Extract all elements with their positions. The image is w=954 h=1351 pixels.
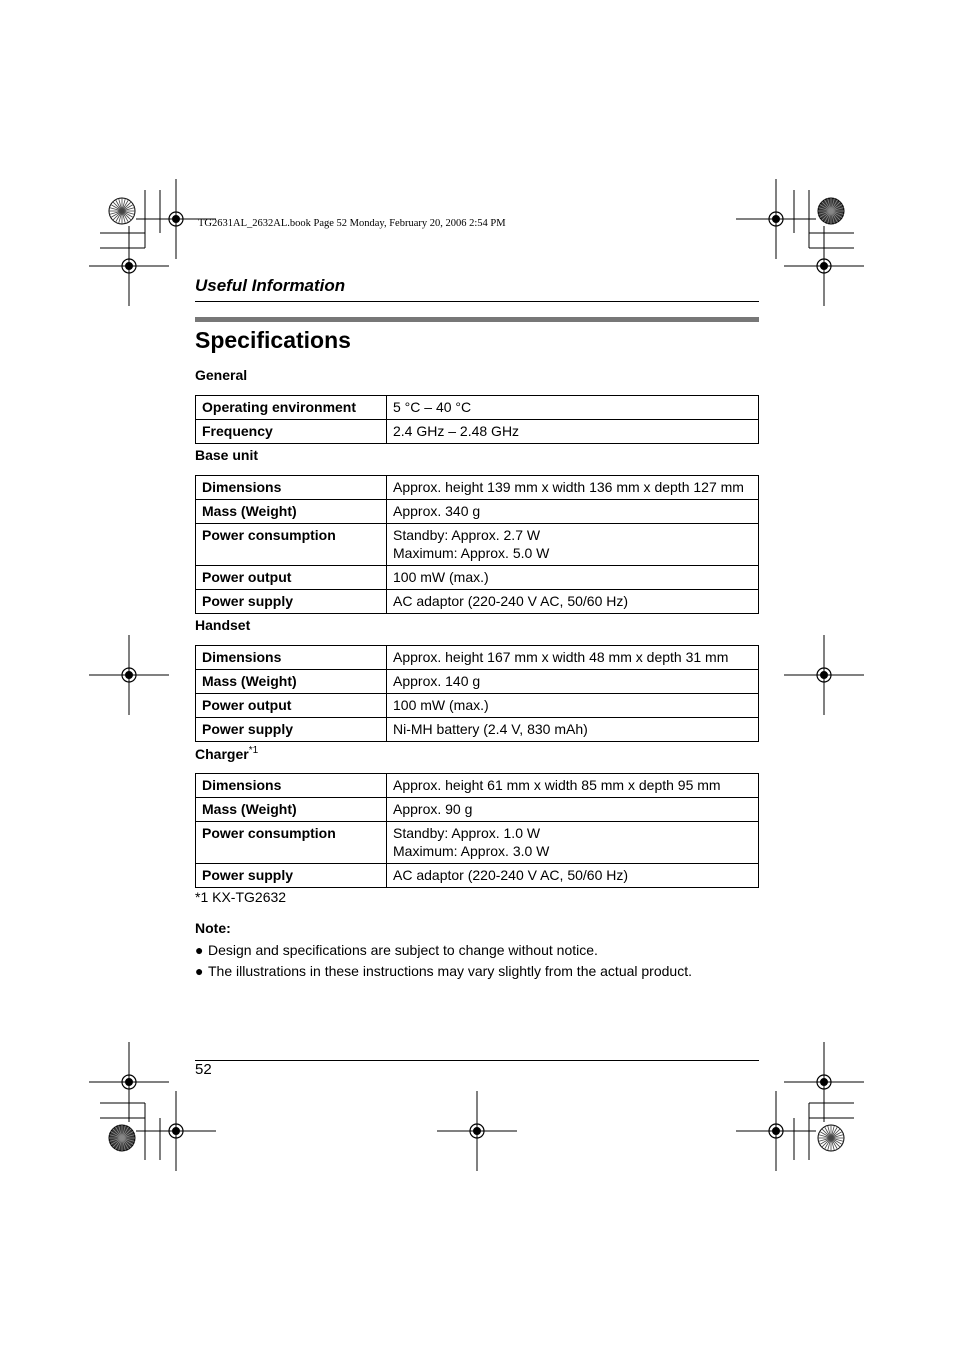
note-item xyxy=(195,942,598,958)
footer-rule xyxy=(195,1060,759,1061)
spec-label: Power supply xyxy=(196,590,387,614)
base-unit-heading: Base unit xyxy=(195,447,259,463)
table-row xyxy=(196,694,759,718)
spec-label: Operating environment xyxy=(196,396,387,420)
table-row xyxy=(196,646,759,670)
charger-heading-text: Charger xyxy=(195,746,249,762)
spec-value-line: Maximum: Approx. 3.0 W xyxy=(393,843,550,859)
spec-value: 5 °C – 40 °C xyxy=(387,396,759,420)
registration-target-icon xyxy=(437,1091,517,1171)
color-bar-icon xyxy=(109,198,135,224)
spec-label: Power supply xyxy=(196,864,387,888)
spec-value xyxy=(387,524,759,566)
base-unit-table xyxy=(195,475,759,614)
spec-label: Dimensions xyxy=(196,646,387,670)
registration-target-icon xyxy=(784,635,864,715)
registration-target-icon xyxy=(89,1042,169,1122)
spec-value: Approx. 340 g xyxy=(387,500,759,524)
handset-heading: Handset xyxy=(195,617,251,633)
table-row xyxy=(196,396,759,420)
table-row xyxy=(196,718,759,742)
general-heading: General xyxy=(195,367,248,383)
bullet-icon: ● xyxy=(195,942,204,958)
table-row xyxy=(196,420,759,444)
spec-label: Dimensions xyxy=(196,476,387,500)
note-title: Note: xyxy=(195,920,231,936)
bullet-icon: ● xyxy=(195,963,204,979)
spec-label: Power output xyxy=(196,694,387,718)
footnote: *1 KX-TG2632 xyxy=(195,889,287,905)
registration-target-icon xyxy=(89,635,169,715)
table-row xyxy=(196,798,759,822)
spec-value: Approx. height 61 mm x width 85 mm x depth 95 mm xyxy=(387,774,759,798)
spec-value: Approx. height 139 mm x width 136 mm x depth 127 mm xyxy=(387,476,759,500)
title-rule xyxy=(195,317,759,322)
spec-value-line: Maximum: Approx. 5.0 W xyxy=(393,545,550,561)
registration-target-icon xyxy=(736,179,816,259)
header-rule xyxy=(195,301,759,302)
spec-label: Power consumption xyxy=(196,822,387,864)
page-number: 52 xyxy=(195,1061,212,1078)
section-label: Useful Information xyxy=(195,276,346,295)
registration-target-icon xyxy=(784,226,864,306)
table-row xyxy=(196,476,759,500)
footnote-ref: *1 xyxy=(248,745,259,756)
note-item xyxy=(195,963,692,979)
page-title: Specifications xyxy=(195,327,351,353)
note-text: The illustrations in these instructions may vary slightly from the actual product. xyxy=(208,963,692,979)
general-table xyxy=(195,395,759,444)
handset-table xyxy=(195,645,759,742)
spec-value: 100 mW (max.) xyxy=(387,694,759,718)
note-text: Design and specifications are subject to change without notice. xyxy=(208,942,598,958)
color-bar-icon xyxy=(818,198,844,224)
spec-label: Mass (Weight) xyxy=(196,798,387,822)
spec-label: Power consumption xyxy=(196,524,387,566)
spec-label: Mass (Weight) xyxy=(196,500,387,524)
registration-target-icon xyxy=(784,1042,864,1122)
spec-value: Approx. 140 g xyxy=(387,670,759,694)
print-header: TG2631AL_2632AL.book Page 52 Monday, February 20, 2006 2:54 PM xyxy=(198,218,506,229)
spec-value: 100 mW (max.) xyxy=(387,566,759,590)
color-bar-icon xyxy=(818,1125,844,1151)
spec-value: AC adaptor (220-240 V AC, 50/60 Hz) xyxy=(387,864,759,888)
color-bar-icon xyxy=(109,1125,135,1151)
registration-target-icon xyxy=(89,226,169,306)
charger-table xyxy=(195,773,759,888)
spec-label: Mass (Weight) xyxy=(196,670,387,694)
table-row xyxy=(196,670,759,694)
table-row xyxy=(196,590,759,614)
spec-value: Approx. 90 g xyxy=(387,798,759,822)
spec-value-line: Standby: Approx. 2.7 W xyxy=(393,527,541,543)
spec-label: Frequency xyxy=(196,420,387,444)
table-row xyxy=(196,864,759,888)
table-row xyxy=(196,822,759,864)
spec-value: Ni-MH battery (2.4 V, 830 mAh) xyxy=(387,718,759,742)
spec-value: AC adaptor (220-240 V AC, 50/60 Hz) xyxy=(387,590,759,614)
spec-value xyxy=(387,822,759,864)
table-row xyxy=(196,566,759,590)
spec-label: Power supply xyxy=(196,718,387,742)
table-row xyxy=(196,774,759,798)
spec-value-line: Standby: Approx. 1.0 W xyxy=(393,825,541,841)
table-row xyxy=(196,524,759,566)
spec-value: 2.4 GHz – 2.48 GHz xyxy=(387,420,759,444)
table-row xyxy=(196,500,759,524)
spec-value: Approx. height 167 mm x width 48 mm x depth 31 mm xyxy=(387,646,759,670)
charger-heading xyxy=(195,745,258,762)
registration-target-icon xyxy=(136,1091,216,1171)
spec-label: Dimensions xyxy=(196,774,387,798)
registration-target-icon xyxy=(736,1091,816,1171)
spec-label: Power output xyxy=(196,566,387,590)
